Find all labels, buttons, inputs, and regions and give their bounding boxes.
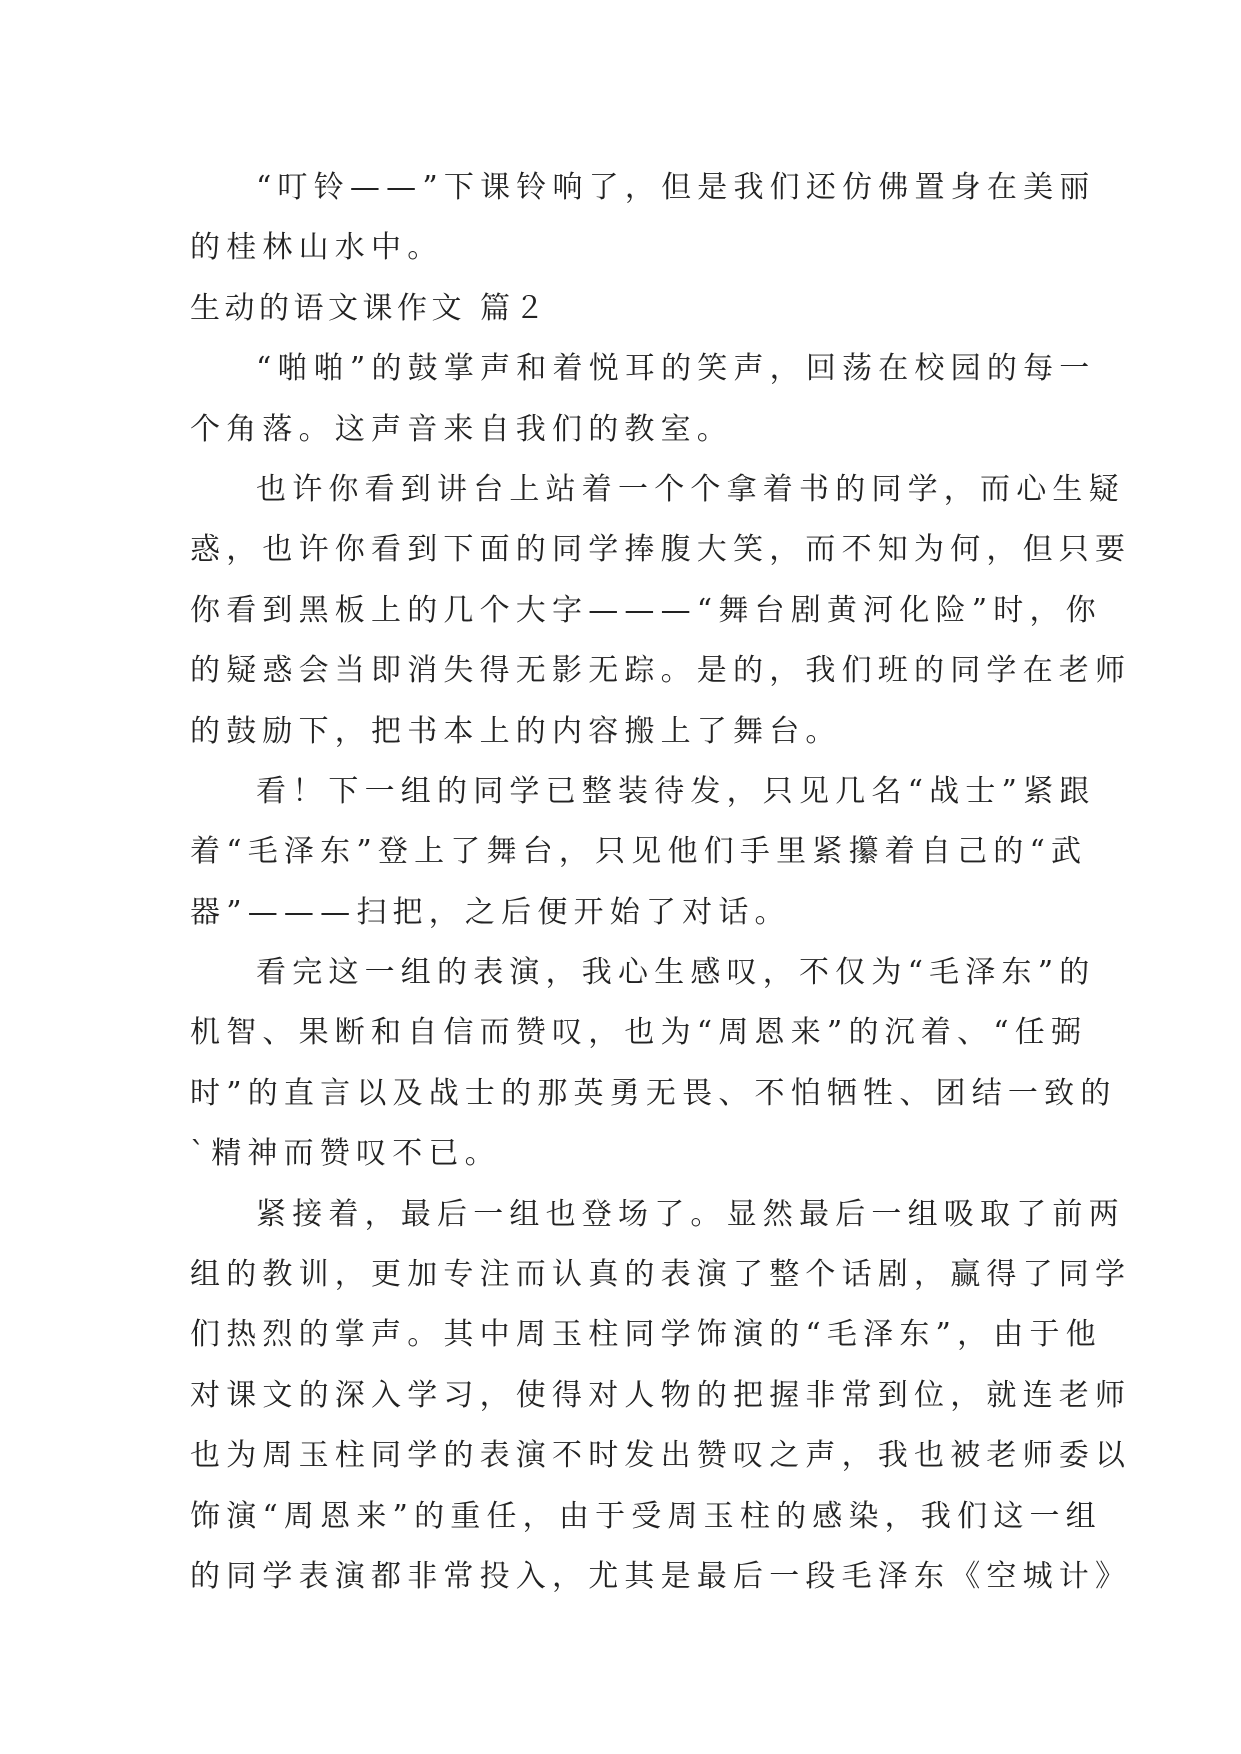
paragraph-2: [190, 339, 1096, 460]
text-line: 组的教训，更加专注而认真的表演了整个话剧，赢得了同学: [190, 1257, 1132, 1293]
text-line: 们热烈的掌声。其中周玉柱同学饰演的“毛泽东”，由于他: [190, 1317, 1102, 1353]
paragraph-4: [190, 762, 1096, 943]
text-line: 机智、果断和自信而赞叹，也为“周恩来”的沉着、“任弼: [190, 1015, 1088, 1051]
text-line: 紧接着，最后一组也登场了。显然最后一组吸取了前两: [256, 1196, 1125, 1232]
text-line: 着“毛泽东”登上了舞台，只见他们手里紧攥着自己的“武: [190, 834, 1088, 870]
text-line: 的鼓励下，把书本上的内容搬上了舞台。: [190, 713, 842, 749]
text-line: 饰演“周恩来”的重任，由于受周玉柱的感染，我们这一组: [190, 1498, 1102, 1534]
text-line: 也为周玉柱同学的表演不时发出赞叹之声，我也被老师委以: [190, 1438, 1132, 1474]
text-line: “叮铃——”下课铃响了，但是我们还仿佛置身在美丽: [256, 170, 1096, 205]
text-line: 时”的直言以及战士的那英勇无畏、不怕牺牲、团结一致的: [190, 1075, 1117, 1111]
paragraph-1: [190, 158, 1096, 279]
paragraph-5: [190, 943, 1117, 1185]
text-line: 惑，也许你看到下面的同学捧腹大笑，而不知为何，但只要: [190, 532, 1132, 568]
paragraph-6: [190, 1185, 1132, 1608]
text-line: 看完这一组的表演，我心生感叹，不仅为“毛泽东”的: [256, 955, 1096, 991]
text-line: 你看到黑板上的几个大字———“舞台剧黄河化险”时，你: [190, 592, 1102, 628]
text-line: 看！下一组的同学已整装待发，只见几名“战士”紧跟: [256, 773, 1096, 809]
text-line: 的同学表演都非常投入，尤其是最后一段毛泽东《空城计》: [190, 1558, 1132, 1594]
text-line: 个角落。这声音来自我们的教室。: [190, 411, 733, 447]
paragraph-3: [190, 460, 1132, 762]
section-heading: 生动的语文课作文 篇２: [190, 290, 550, 326]
text-line: 的疑惑会当即消失得无影无踪。是的，我们班的同学在老师: [190, 653, 1132, 689]
text-line: 器”———扫把，之后便开始了对话。: [190, 894, 791, 930]
text-line: 的桂林山水中。: [190, 230, 444, 266]
text-line: 对课文的深入学习，使得对人物的把握非常到位，就连老师: [190, 1377, 1132, 1413]
document-body: [190, 158, 1132, 1607]
text-line: 也许你看到讲台上站着一个个拿着书的同学，而心生疑: [256, 471, 1125, 507]
text-line: “啪啪”的鼓掌声和着悦耳的笑声，回荡在校园的每一: [256, 351, 1096, 387]
text-line: `精神而赞叹不已。: [190, 1136, 501, 1172]
